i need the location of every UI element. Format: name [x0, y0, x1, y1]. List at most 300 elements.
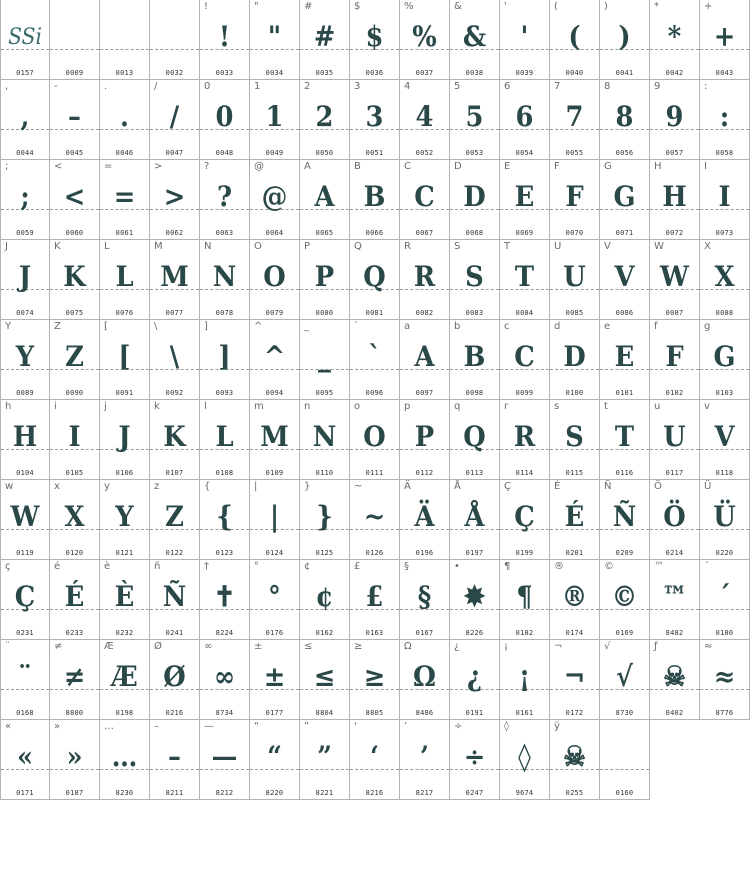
glyph-sample: ≈	[713, 660, 736, 693]
glyph-sample: ´	[718, 580, 731, 613]
glyph-sample: 6	[515, 100, 534, 133]
glyph-cell	[700, 240, 750, 320]
glyph-sample: I	[718, 180, 731, 213]
glyph-label: Ø	[154, 641, 162, 652]
glyph-code: 8730	[615, 709, 634, 717]
glyph-label: É	[554, 481, 561, 492]
glyph-sample: V	[714, 420, 735, 453]
glyph-code: 0124	[265, 549, 284, 557]
glyph-code: 0255	[565, 789, 584, 797]
glyph-code: 0118	[715, 469, 734, 477]
glyph-cell	[550, 640, 600, 720]
glyph-code: 0402	[665, 709, 684, 717]
glyph-cell	[50, 240, 100, 320]
glyph-label: ©	[604, 561, 614, 572]
glyph-code: 0070	[565, 229, 584, 237]
glyph-label: 4	[404, 81, 411, 92]
glyph-sample: K	[163, 420, 186, 453]
glyph-sample: —	[211, 740, 238, 773]
glyph-cell	[0, 160, 50, 240]
glyph-cell	[100, 640, 150, 720]
glyph-code: 0077	[165, 309, 184, 317]
glyph-label: 5	[454, 81, 461, 92]
glyph-label: {	[204, 481, 211, 492]
glyph-label: V	[604, 241, 611, 252]
glyph-label: Z	[54, 321, 61, 332]
glyph-sample: «	[16, 740, 34, 773]
glyph-sample: ’	[420, 740, 429, 773]
glyph-code: 0085	[565, 309, 584, 317]
glyph-cell	[450, 160, 500, 240]
glyph-code: 0035	[315, 69, 334, 77]
glyph-cell	[250, 720, 300, 800]
glyph-label: /	[154, 81, 158, 92]
glyph-cell	[250, 0, 300, 80]
glyph-sample: A	[414, 340, 435, 373]
glyph-label: ∞	[204, 641, 213, 652]
glyph-code: 0112	[415, 469, 434, 477]
glyph-label: ñ	[154, 561, 161, 572]
glyph-label: |	[254, 481, 258, 492]
glyph-code: 8482	[665, 629, 684, 637]
glyph-sample: R	[513, 420, 536, 453]
glyph-cell	[400, 240, 450, 320]
glyph-code: 0073	[715, 229, 734, 237]
glyph-sample: ,	[20, 100, 30, 133]
glyph-cell	[700, 320, 750, 400]
glyph-label: 7	[554, 81, 561, 92]
glyph-code: 0039	[515, 69, 534, 77]
glyph-label: n	[304, 401, 311, 412]
glyph-label: ÷	[454, 721, 463, 732]
glyph-code: 0095	[315, 389, 334, 397]
glyph-cell	[650, 480, 700, 560]
glyph-cell	[500, 160, 550, 240]
glyph-code: 0086	[615, 309, 634, 317]
glyph-code: 0168	[16, 709, 34, 717]
glyph-cell	[150, 160, 200, 240]
glyph-label: ≤	[304, 641, 313, 652]
glyph-sample: !	[218, 20, 231, 53]
glyph-code: 0091	[115, 389, 134, 397]
glyph-sample: J	[118, 420, 131, 453]
glyph-cell	[250, 80, 300, 160]
glyph-code: 0241	[165, 629, 184, 637]
glyph-cell	[0, 80, 50, 160]
glyph-cell	[450, 80, 500, 160]
glyph-cell	[150, 400, 200, 480]
glyph-code: 0162	[315, 629, 334, 637]
glyph-label: 3	[354, 81, 361, 92]
glyph-sample: ≠	[63, 660, 86, 693]
glyph-code: 0103	[715, 389, 734, 397]
glyph-label: %	[404, 1, 414, 12]
glyph-sample: Ç	[514, 500, 535, 533]
glyph-cell	[350, 80, 400, 160]
glyph-code: 0199	[515, 549, 534, 557]
glyph-cell	[200, 480, 250, 560]
glyph-cell	[100, 560, 150, 640]
glyph-sample: G	[613, 180, 636, 213]
glyph-label: °	[254, 561, 259, 572]
glyph-sample: +	[713, 20, 736, 53]
glyph-sample: £	[365, 580, 384, 613]
glyph-code: 0231	[16, 629, 34, 637]
glyph-code: 0110	[315, 469, 334, 477]
glyph-cell	[450, 240, 500, 320]
glyph-code: 9674	[515, 789, 534, 797]
glyph-sample: Ø	[163, 660, 186, 693]
glyph-cell	[150, 640, 200, 720]
glyph-label: •	[454, 561, 460, 572]
glyph-label: ≠	[54, 641, 63, 652]
glyph-code: 8230	[115, 789, 134, 797]
glyph-cell	[650, 240, 700, 320]
glyph-cell	[100, 320, 150, 400]
glyph-cell	[300, 720, 350, 800]
glyph-sample: 3	[365, 100, 384, 133]
glyph-code: 0062	[165, 229, 184, 237]
glyph-code: 0201	[565, 549, 584, 557]
glyph-label: é	[54, 561, 61, 572]
glyph-code: 8211	[165, 789, 184, 797]
glyph-code: 0120	[65, 549, 84, 557]
glyph-code: 0172	[565, 709, 584, 717]
glyph-code: 0167	[415, 629, 434, 637]
glyph-sample: E	[614, 340, 635, 373]
glyph-sample: T	[514, 260, 535, 293]
glyph-sample: )	[618, 20, 631, 53]
glyph-label: P	[304, 241, 311, 252]
glyph-code: 0214	[665, 549, 684, 557]
glyph-code: 0161	[515, 709, 534, 717]
glyph-cell	[700, 560, 750, 640]
glyph-code: 0056	[615, 149, 634, 157]
glyph-cell	[200, 400, 250, 480]
glyph-label: 9	[654, 81, 661, 92]
glyph-label: £	[354, 561, 361, 572]
glyph-label: R	[404, 241, 411, 252]
glyph-sample: Z	[65, 340, 84, 373]
glyph-cell	[500, 720, 550, 800]
glyph-code: 8800	[65, 709, 84, 717]
glyph-label: G	[604, 161, 612, 172]
glyph-cell	[0, 320, 50, 400]
glyph-label: ,	[5, 81, 9, 92]
glyph-code: 0084	[515, 309, 534, 317]
glyph-cell	[350, 0, 400, 80]
glyph-sample: U	[663, 420, 686, 453]
glyph-label: Æ	[104, 641, 114, 652]
glyph-sample: $	[365, 20, 384, 53]
glyph-sample: 1	[265, 100, 284, 133]
glyph-label: \	[154, 321, 158, 332]
glyph-sample: *	[667, 20, 682, 53]
glyph-label: J	[5, 241, 8, 252]
glyph-label: ±	[254, 641, 263, 652]
glyph-label: E	[504, 161, 511, 172]
glyph-code: 0180	[715, 629, 734, 637]
glyph-sample: ©	[611, 580, 638, 613]
glyph-sample: D	[463, 180, 486, 213]
glyph-label: ¢	[304, 561, 311, 572]
glyph-sample: 0	[215, 100, 234, 133]
glyph-code: 0105	[65, 469, 84, 477]
glyph-cell	[250, 320, 300, 400]
glyph-sample: W	[660, 260, 689, 293]
glyph-code: 0174	[565, 629, 584, 637]
glyph-sample: N	[212, 260, 237, 293]
glyph-cell	[200, 320, 250, 400]
glyph-label: #	[304, 1, 313, 12]
glyph-sample: ≤	[313, 660, 336, 693]
glyph-cell	[150, 0, 200, 80]
glyph-label: <	[54, 161, 63, 172]
glyph-code: 0036	[365, 69, 384, 77]
glyph-cell	[50, 160, 100, 240]
glyph-label: Ω	[404, 641, 412, 652]
glyph-label: »	[54, 721, 61, 732]
font-logo: SSi	[8, 25, 42, 50]
glyph-code: 0126	[365, 549, 384, 557]
glyph-cell	[300, 560, 350, 640]
glyph-code: 8217	[415, 789, 434, 797]
glyph-cell	[400, 80, 450, 160]
glyph-sample: Z	[165, 500, 184, 533]
glyph-cell	[200, 160, 250, 240]
glyph-label: *	[654, 1, 659, 12]
glyph-label: @	[254, 161, 264, 172]
glyph-label: x	[54, 481, 60, 492]
glyph-code: 0114	[515, 469, 534, 477]
glyph-cell	[350, 400, 400, 480]
glyph-code: 0169	[615, 629, 634, 637]
glyph-code: 0209	[615, 549, 634, 557]
glyph-cell	[450, 640, 500, 720]
glyph-sample: Ç	[14, 580, 36, 613]
glyph-code: 0108	[215, 469, 234, 477]
glyph-label: m	[254, 401, 264, 412]
glyph-code: 0038	[465, 69, 484, 77]
glyph-sample: 4	[415, 100, 434, 133]
glyph-cell	[300, 320, 350, 400]
glyph-sample: T	[614, 420, 635, 453]
glyph-sample: ≥	[363, 660, 386, 693]
glyph-code: 0050	[315, 149, 334, 157]
glyph-cell	[100, 240, 150, 320]
glyph-label: Å	[454, 481, 461, 492]
glyph-cell	[50, 0, 100, 80]
glyph-code: 0104	[16, 469, 34, 477]
glyph-cell	[0, 640, 50, 720]
glyph-code: 0097	[415, 389, 434, 397]
glyph-sample: S	[565, 420, 584, 453]
glyph-sample: …	[111, 740, 138, 773]
glyph-code: 0111	[365, 469, 384, 477]
glyph-sample: #	[313, 20, 336, 53]
glyph-label: z	[154, 481, 160, 492]
glyph-code: 0187	[65, 789, 84, 797]
glyph-cell	[650, 560, 700, 640]
glyph-label: I	[704, 161, 707, 172]
glyph-sample: Q	[363, 260, 386, 293]
glyph-code: 0054	[515, 149, 534, 157]
glyph-code: 0088	[715, 309, 734, 317]
glyph-code: 0013	[115, 69, 134, 77]
glyph-sample: A	[314, 180, 335, 213]
glyph-sample: _	[318, 340, 331, 373]
glyph-label: B	[354, 161, 361, 172]
glyph-label: ®	[554, 561, 564, 572]
glyph-code: 0068	[465, 229, 484, 237]
glyph-cell	[200, 640, 250, 720]
glyph-code: 0176	[265, 629, 284, 637]
glyph-cell	[600, 400, 650, 480]
glyph-code: 0197	[465, 549, 484, 557]
glyph-sample: =	[113, 180, 136, 213]
glyph-sample: 8	[615, 100, 634, 133]
glyph-label: K	[54, 241, 61, 252]
glyph-label: 2	[304, 81, 311, 92]
glyph-code: 8224	[215, 629, 234, 637]
glyph-sample: 2	[315, 100, 334, 133]
glyph-cell	[150, 80, 200, 160]
glyph-label: Ñ	[604, 481, 612, 492]
glyph-code: 0060	[65, 229, 84, 237]
glyph-code: 8212	[215, 789, 234, 797]
glyph-cell	[650, 80, 700, 160]
glyph-code: 0220	[715, 549, 734, 557]
glyph-sample: R	[413, 260, 436, 293]
glyph-cell	[400, 400, 450, 480]
glyph-code: 0098	[465, 389, 484, 397]
glyph-label: f	[654, 321, 658, 332]
glyph-sample: ;	[20, 180, 30, 213]
glyph-sample: ¿	[466, 660, 483, 693]
glyph-code: 0116	[615, 469, 634, 477]
glyph-code: 0055	[565, 149, 584, 157]
glyph-cell	[600, 160, 650, 240]
glyph-code: 0042	[665, 69, 684, 77]
glyph-code: 0087	[665, 309, 684, 317]
glyph-code: 0160	[615, 789, 634, 797]
glyph-code: 0090	[65, 389, 84, 397]
glyph-label: ¿	[454, 641, 460, 652]
glyph-sample: °	[268, 580, 281, 613]
glyph-sample: C	[414, 180, 435, 213]
glyph-label: ƒ	[654, 641, 658, 652]
glyph-label: Y	[5, 321, 12, 332]
glyph-label: ÿ	[554, 721, 560, 732]
glyph-sample: J	[18, 260, 32, 293]
glyph-cell	[250, 400, 300, 480]
glyph-label: X	[704, 241, 711, 252]
glyph-sample: H	[662, 180, 687, 213]
glyph-sample	[102, 14, 147, 60]
glyph-cell	[300, 160, 350, 240]
glyph-sample: ✝	[213, 580, 236, 613]
glyph-sample: Y	[115, 500, 134, 533]
glyph-code: 0092	[165, 389, 184, 397]
glyph-cell	[550, 160, 600, 240]
glyph-code: 0057	[665, 149, 684, 157]
glyph-sample: –	[168, 740, 181, 773]
glyph-cell	[550, 720, 600, 800]
glyph-cell	[300, 0, 350, 80]
glyph-cell	[0, 560, 50, 640]
glyph-code: 0101	[615, 389, 634, 397]
glyph-sample: &	[462, 20, 487, 53]
glyph-sample: Ω	[413, 660, 436, 693]
glyph-code: 0107	[165, 469, 184, 477]
glyph-code: 0075	[65, 309, 84, 317]
glyph-code: 0119	[16, 549, 34, 557]
glyph-cell	[50, 400, 100, 480]
glyph-cell	[650, 0, 700, 80]
glyph-sample: ±	[263, 660, 286, 693]
glyph-cell	[0, 480, 50, 560]
glyph-code: 0099	[515, 389, 534, 397]
glyph-code: 0196	[415, 549, 434, 557]
glyph-label: w	[5, 481, 14, 492]
glyph-code: 0191	[465, 709, 484, 717]
glyph-cell	[50, 640, 100, 720]
glyph-code: 0079	[265, 309, 284, 317]
glyph-cell	[500, 640, 550, 720]
glyph-label: y	[104, 481, 110, 492]
glyph-label: 8	[604, 81, 611, 92]
glyph-cell	[150, 240, 200, 320]
glyph-sample: "	[267, 20, 282, 53]
glyph-label: Ü	[704, 481, 712, 492]
glyph-sample: V	[614, 260, 635, 293]
glyph-cell	[250, 560, 300, 640]
glyph-sample: √	[616, 660, 633, 693]
glyph-label: √	[604, 641, 611, 652]
glyph-label: L	[104, 241, 110, 252]
glyph-cell	[550, 240, 600, 320]
glyph-label: ”	[304, 721, 310, 732]
glyph-code: 0100	[565, 389, 584, 397]
glyph-cell	[350, 560, 400, 640]
glyph-label: =	[104, 161, 113, 172]
glyph-code: 0066	[365, 229, 384, 237]
glyph-label: è	[104, 561, 111, 572]
glyph-label: «	[5, 721, 12, 732]
glyph-code: 0052	[415, 149, 434, 157]
glyph-label: ‘	[354, 721, 358, 732]
glyph-sample: K	[63, 260, 86, 293]
glyph-code: 0033	[215, 69, 234, 77]
glyph-label: _	[304, 321, 309, 332]
glyph-code: 0247	[465, 789, 484, 797]
glyph-code: 0059	[16, 229, 34, 237]
glyph-sample	[52, 14, 97, 60]
glyph-cell	[350, 320, 400, 400]
glyph-sample: F	[565, 180, 584, 213]
glyph-label: g	[704, 321, 711, 332]
glyph-cell	[400, 0, 450, 80]
glyph-code: 8486	[415, 709, 434, 717]
glyph-label: §	[404, 561, 409, 572]
glyph-sample: É	[64, 580, 85, 613]
glyph-code: 0071	[615, 229, 634, 237]
glyph-cell	[650, 400, 700, 480]
glyph-sample: Ñ	[162, 580, 187, 613]
glyph-cell	[300, 400, 350, 480]
glyph-sample: %	[412, 20, 437, 53]
glyph-cell	[400, 640, 450, 720]
